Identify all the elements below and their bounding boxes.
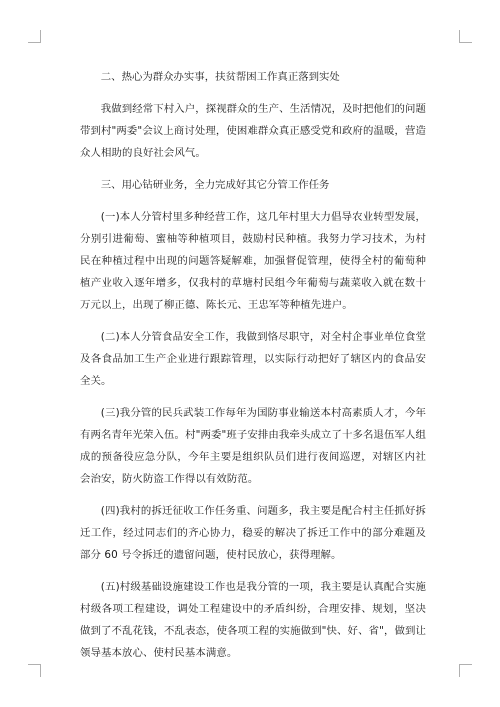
- crop-mark-top-right: [459, 30, 472, 43]
- document-body: [80, 66, 426, 674]
- crop-mark-bottom-right: [459, 664, 472, 677]
- section-2-heading: 二、热心为群众办实事，扶贫帮困工作真正落到实处: [100, 71, 340, 83]
- section-3-heading: 三、用心钻研业务，全力完成好其它分管工作任务: [100, 179, 330, 191]
- section-3-item-5: (五)村级基础设施建设工作也是我分管的一项，我主要是认真配合实施村级各项工程建设，调处工程建设中的矛盾纠纷，合理安排、规划，坚决做到了不乱花钱，不乱表态，使各项工程的实施做到"快、好、省"，做到让领导基本放心、使村民基本满意。: [80, 581, 426, 659]
- section-3-item-4: (四)我村的拆迁征收工作任务重、问题多，我主要是配合村主任抓好拆迁工作，经过同志们的齐心协力，稳妥的解决了拆迁工作中的部分难题及部分 60 号令拆迁的遗留问题，使村民放心，获得理解。: [80, 505, 426, 561]
- section-3-item-3: (三)我分管的民兵武装工作每年为国防事业输送本村高素质人才，今年有两名青年光荣入伍。村"两委"班子安排由我牵头成立了十多名退伍军人组成的预备役应急分队，今年主要是组织队员们进行夜间巡逻，对辖区内社会治安，防火防盗工作得以有效防范。: [80, 407, 426, 485]
- crop-mark-bottom-left: [28, 664, 41, 677]
- crop-mark-top-left: [28, 30, 41, 43]
- section-3-item-2: (二)本人分管食品安全工作，我做到恪尽职守，对全村企事业单位食堂及各食品加工生产企业进行跟踪管理，以实际行动把好了辖区内的食品安全关。: [80, 331, 426, 387]
- section-3-item-1: (一)本人分管村里多种经营工作，这几年村里大力倡导农业转型发展，分别引进葡萄、蜜柚等种植项目，鼓励村民种植。我努力学习技术，为村民在种植过程中出现的问题答疑解难，加强督促管理，使得全村的葡萄种植产业收入逐年增多，仅我村的草塘村民组今年葡萄与蔬菜收入就在数十万元以上，出现了柳正德、陈长元、王忠军等种植先进户。: [80, 211, 426, 311]
- section-2-paragraph: 我做到经常下村入户，探视群众的生产、生活情况，及时把他们的问题带到村"两委"会议上商讨处理，使困难群众真正感受党和政府的温暖，营造众人相助的良好社会风气。: [80, 103, 427, 159]
